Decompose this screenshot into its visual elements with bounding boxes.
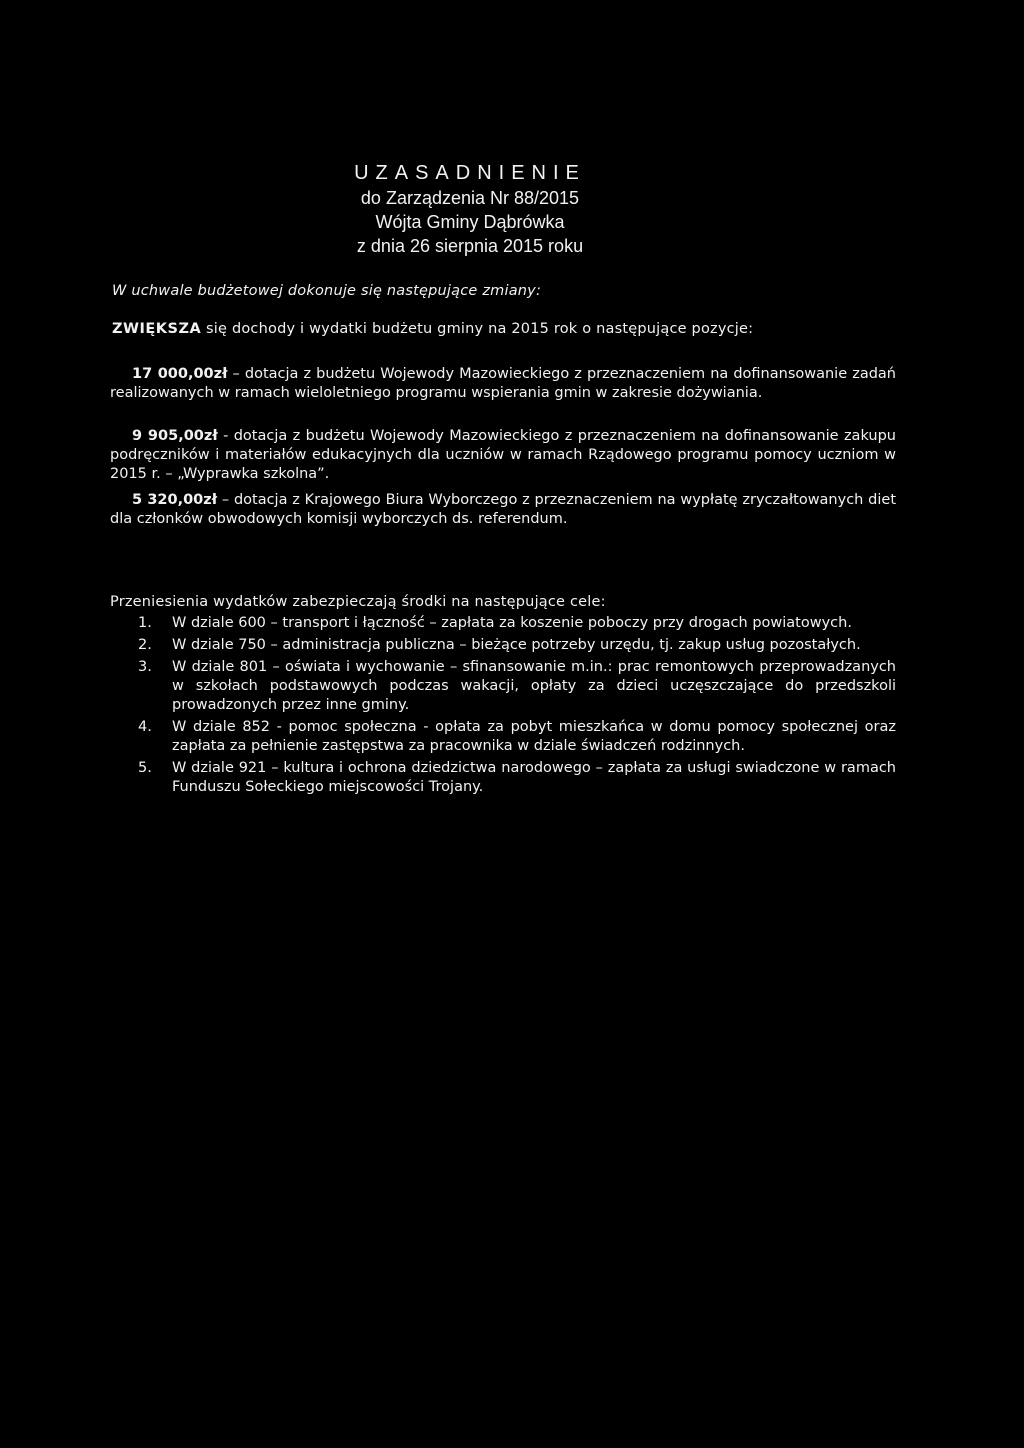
document-title: UZASADNIENIE bbox=[354, 162, 586, 184]
budget-item-amount: 17 000,00zł bbox=[132, 366, 228, 382]
budget-item bbox=[110, 427, 896, 484]
increase-keyword: ZWIĘKSZA bbox=[112, 321, 202, 337]
list-item bbox=[110, 614, 896, 633]
budget-item-text: – dotacja z Krajowego Biura Wyborczego z przeznaczeniem na wypłatę zryczałtowanych diet dla członków obwodowych komisji wyborczych ds. referendum. bbox=[110, 492, 897, 527]
budget-item-amount: 9 905,00zł bbox=[132, 428, 218, 444]
transfers-title: Przeniesienia wydatków zabezpieczają środki na następujące cele: bbox=[110, 594, 606, 610]
list-item bbox=[110, 718, 896, 756]
budget-item-amount: 5 320,00zł bbox=[132, 492, 218, 508]
budget-item bbox=[110, 491, 896, 529]
document-subtitle-date: z dnia 26 sierpnia 2015 roku bbox=[356, 236, 584, 256]
list-item-text: W dziale 801 – oświata i wychowanie – sfinansowanie m.in.: prac remontowych przeprowadzanych w szkołach podstawowych podczas wakacji, opłaty za dzieci uczęszczające do przedszkoli prowadzonych przez inne gminy. bbox=[172, 659, 896, 713]
document-subtitle-decree: do Zarządzenia Nr 88/2015 bbox=[360, 188, 580, 208]
budget-item bbox=[110, 365, 896, 403]
budget-item-text: - dotacja z budżetu Wojewody Mazowieckiego z przeznaczeniem na dofinansowanie zakupu podręczników i materiałów edukacyjnych dla uczniów w ramach Rządowego programu pomocy uczniom w 2015 r. – „Wyprawka szkolna”. bbox=[110, 428, 896, 482]
list-item bbox=[110, 658, 896, 715]
list-item-number: 3. bbox=[138, 659, 152, 675]
intro-text: W uchwale budżetowej dokonuje się następujące zmiany: bbox=[112, 283, 542, 299]
list-item-number: 1. bbox=[138, 615, 152, 631]
list-item-number: 4. bbox=[138, 719, 152, 735]
budget-item-text: – dotacja z budżetu Wojewody Mazowieckiego z przeznaczeniem na dofinansowanie zadań realizowanych w ramach wieloletniego programu wspierania gmin w zakresie dożywiania. bbox=[110, 366, 896, 401]
list-item-text: W dziale 852 - pomoc społeczna - opłata za pobyt mieszkańca w domu pomocy społecznej oraz zapłata za pełnienie zastępstwa za pracownika w dziale świadczeń rodzinnych. bbox=[172, 719, 896, 754]
list-item-number: 2. bbox=[138, 637, 152, 653]
list-item bbox=[110, 759, 896, 797]
document-subtitle-author: Wójta Gminy Dąbrówka bbox=[375, 212, 565, 232]
increase-statement bbox=[112, 319, 753, 339]
document-heading bbox=[300, 160, 640, 258]
list-item-number: 5. bbox=[138, 760, 152, 776]
list-item-text: W dziale 921 – kultura i ochrona dziedzictwa narodowego – zapłata za usługi swiadczone w ramach Funduszu Sołeckiego miejscowości Trojany. bbox=[172, 760, 896, 795]
increase-text: się dochody i wydatki budżetu gminy na 2015 rok o następujące pozycje: bbox=[201, 321, 754, 337]
list-item-text: W dziale 750 – administracja publiczna – bieżące potrzeby urzędu, tj. zakup usług pozostałych. bbox=[172, 637, 861, 653]
transfers-list bbox=[110, 614, 896, 800]
list-item bbox=[110, 636, 896, 655]
list-item-text: W dziale 600 – transport i łączność – zapłata za koszenie poboczy przy drogach powiatowych. bbox=[172, 615, 852, 631]
